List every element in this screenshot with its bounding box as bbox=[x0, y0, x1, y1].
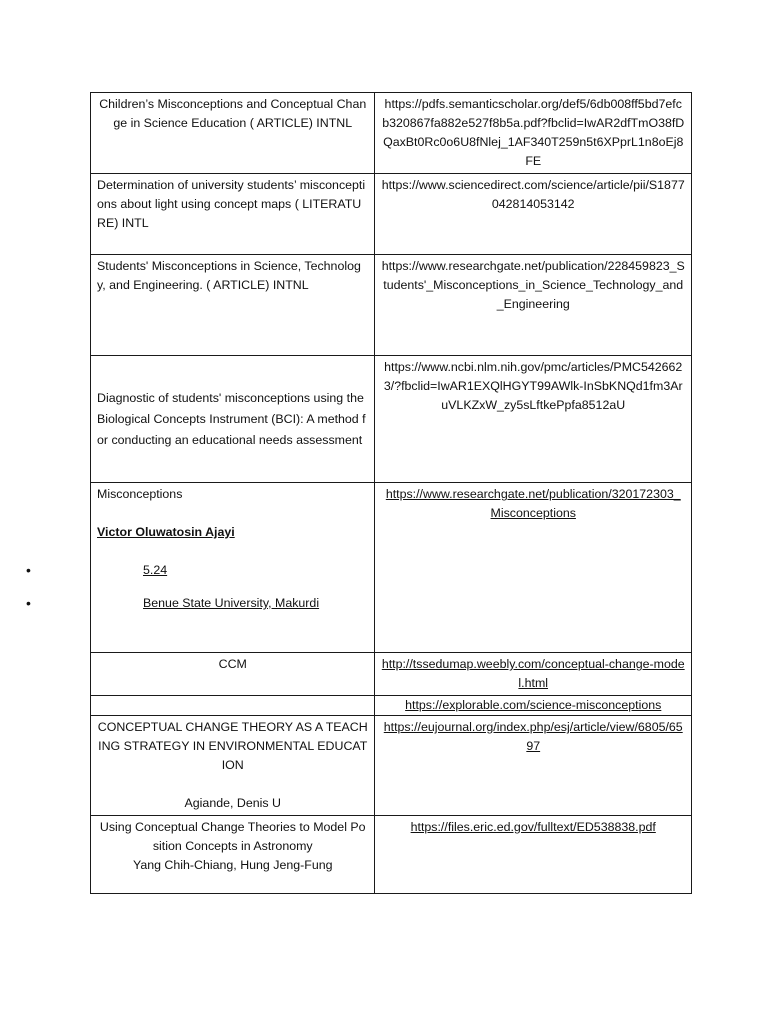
reference-title-cell bbox=[91, 716, 375, 816]
bullet-item bbox=[26, 561, 368, 580]
reference-url: https://www.researchgate.net/publication/228459823_Students'_Misconceptions_in_Science_Technology_and_Engineering bbox=[381, 259, 685, 311]
table-row bbox=[91, 174, 692, 255]
reference-url-cell bbox=[375, 255, 692, 356]
bullet-text: Benue State University, Makurdi bbox=[143, 596, 320, 610]
reference-title: Students' Misconceptions in Science, Technology, and Engineering. ( ARTICLE) INTNL bbox=[97, 259, 361, 292]
table-row bbox=[91, 356, 692, 483]
reference-title-cell bbox=[91, 93, 375, 174]
table-row bbox=[91, 653, 692, 696]
reference-title-cell bbox=[91, 816, 375, 894]
reference-table bbox=[26, 92, 692, 894]
bullet-icon: • bbox=[26, 595, 31, 611]
reference-title: Using Conceptual Change Theories to Model Position Concepts in Astronomy bbox=[99, 820, 366, 853]
reference-link[interactable]: https://explorable.com/science-misconceptions bbox=[405, 698, 662, 712]
reference-url-cell bbox=[375, 93, 692, 174]
bullet-text: 5.24 bbox=[143, 563, 168, 577]
reference-title-cell bbox=[91, 653, 375, 696]
reference-title-cell bbox=[91, 696, 375, 716]
reference-title: CCM bbox=[218, 657, 247, 671]
table-row bbox=[91, 93, 692, 174]
reference-title: Determination of university students’ misconceptions about light using concept maps ( LITERATURE) INTL bbox=[97, 178, 366, 230]
reference-url-cell bbox=[375, 653, 692, 696]
reference-link[interactable]: https://www.researchgate.net/publication/320172303_Misconceptions bbox=[385, 487, 681, 520]
reference-url: https://pdfs.semanticscholar.org/def5/6db008ff5bd7efcb320867fa882e527f8b5a.pdf?fbclid=IwAR2dfTmO38fDQaxBt0Rc0o6U8fNlej_1AF340T259n5t6XPprL1n8oEj8FE bbox=[382, 97, 685, 168]
reference-url-cell bbox=[375, 716, 692, 816]
table-row bbox=[91, 696, 692, 716]
reference-title-cell bbox=[26, 483, 375, 653]
table-row bbox=[91, 483, 692, 653]
reference-url-cell bbox=[375, 816, 692, 894]
reference-author: Victor Oluwatosin Ajayi bbox=[97, 525, 235, 539]
bullet-icon: • bbox=[26, 562, 31, 578]
reference-title-cell bbox=[91, 356, 375, 483]
reference-link[interactable]: https://files.eric.ed.gov/fulltext/ED538838.pdf bbox=[410, 820, 656, 834]
bullet-item bbox=[26, 594, 368, 613]
table-row bbox=[91, 255, 692, 356]
reference-title: Misconceptions bbox=[97, 487, 183, 501]
table-row bbox=[91, 716, 692, 816]
table-row bbox=[91, 816, 692, 894]
reference-title-cell bbox=[91, 174, 375, 255]
reference-title: Children’s Misconceptions and Conceptual Change in Science Education ( ARTICLE) INTNL bbox=[99, 97, 367, 130]
reference-link[interactable]: https://eujournal.org/index.php/esj/article/view/6805/6597 bbox=[383, 720, 683, 753]
reference-title: CONCEPTUAL CHANGE THEORY AS A TEACHING STRATEGY IN ENVIRONMENTAL EDUCATION bbox=[97, 720, 368, 772]
reference-author: Agiande, Denis U bbox=[184, 796, 281, 810]
reference-title-cell bbox=[91, 255, 375, 356]
reference-url-cell bbox=[375, 483, 692, 653]
reference-author: Yang Chih-Chiang, Hung Jeng-Fung bbox=[132, 858, 333, 872]
reference-title: Diagnostic of students' misconceptions using the Biological Concepts Instrument (BCI): A method for conducting an educational needs assessment bbox=[97, 390, 366, 447]
reference-link[interactable]: http://tssedumap.weebly.com/conceptual-change-model.html bbox=[381, 657, 685, 690]
reference-url-cell bbox=[375, 696, 692, 716]
reference-url: https://www.ncbi.nlm.nih.gov/pmc/articles/PMC5426623/?fbclid=IwAR1EXQlHGYT99AWlk-InSbKNQd1fm3AruVLKZxW_zy5sLftkePpfa8512aU bbox=[383, 360, 683, 412]
reference-url: https://www.sciencedirect.com/science/article/pii/S1877042814053142 bbox=[381, 178, 685, 211]
reference-url-cell bbox=[375, 174, 692, 255]
reference-url-cell bbox=[375, 356, 692, 483]
